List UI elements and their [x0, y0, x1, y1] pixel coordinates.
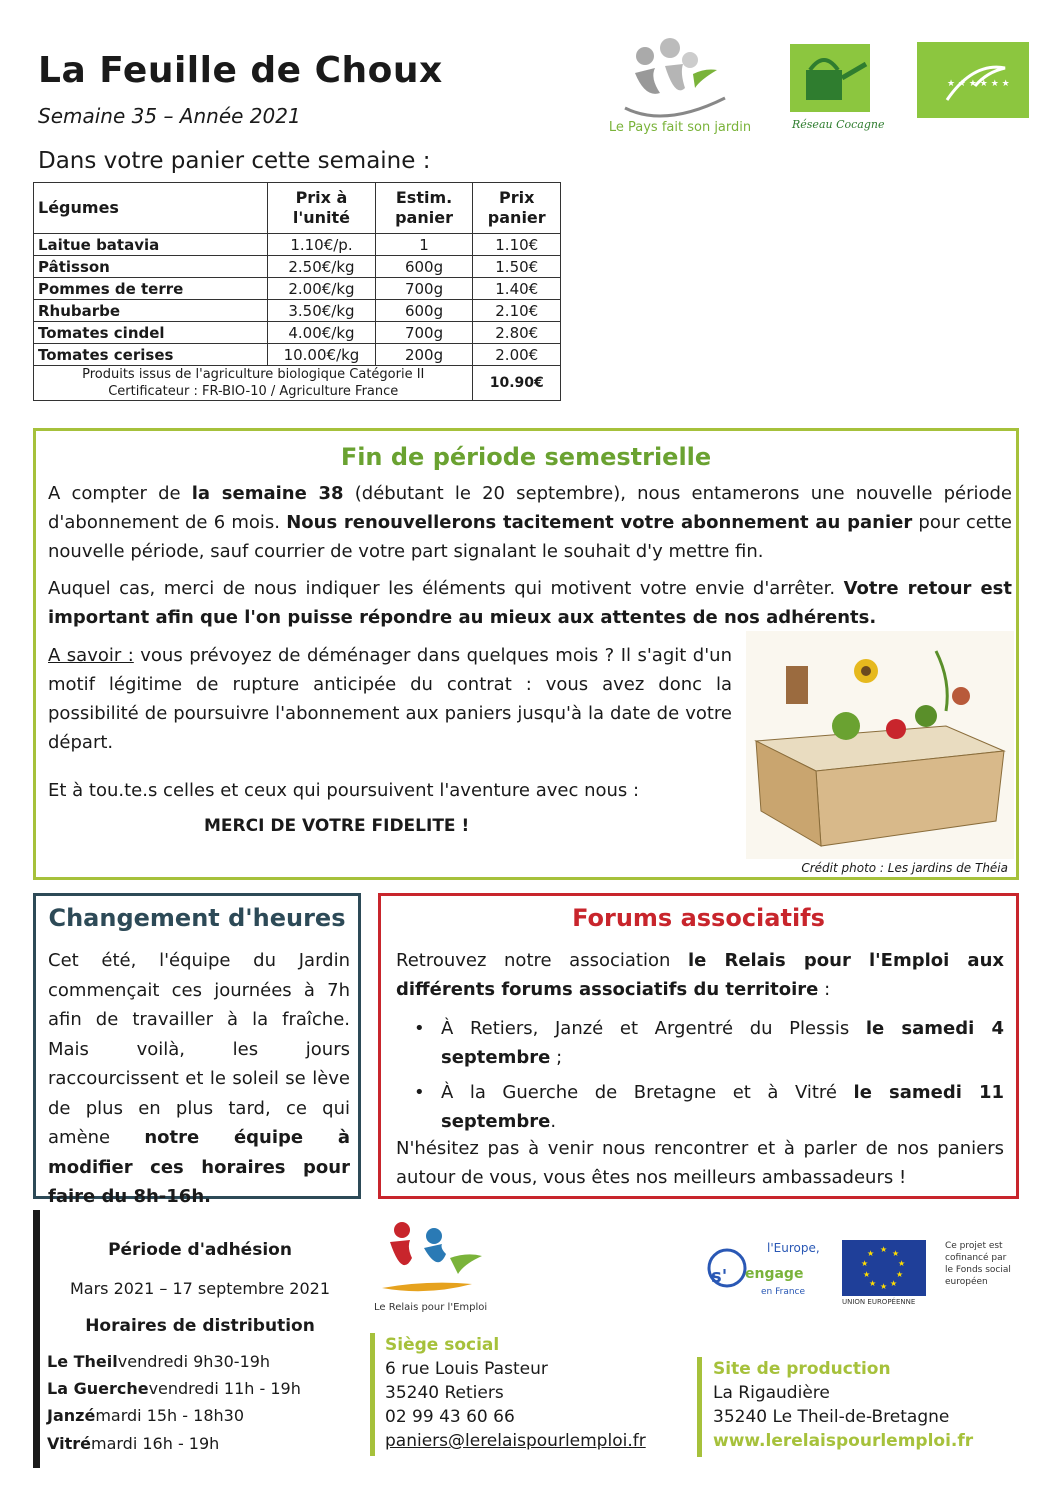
- table-row: [34, 322, 561, 344]
- text-span: À la Guerche de Bretagne et à Vitré: [441, 1082, 854, 1103]
- cell-estim: 600g: [375, 300, 473, 322]
- cell-unit: 3.50€/kg: [268, 300, 375, 322]
- eu-flag-icon: [842, 1240, 926, 1296]
- table-header-row: [34, 183, 561, 234]
- siege-street: 6 rue Louis Pasteur: [385, 1359, 548, 1379]
- fin-periode-box: [33, 428, 1019, 880]
- forums-associatifs-box: [378, 893, 1019, 1199]
- list-item: [396, 1078, 1004, 1136]
- svg-text:★: ★: [880, 1245, 888, 1254]
- a-savoir-label: A savoir :: [48, 645, 134, 666]
- forums-outro: N'hésitez pas à venir nous rencontrer et à parler de nos paniers autour de vous, vous êtes nos meilleurs ambassadeurs !: [396, 1138, 1004, 1188]
- cell-estim: 600g: [375, 256, 473, 278]
- cell-name: Laitue batavia: [34, 234, 268, 256]
- certification-note: [34, 366, 473, 401]
- cell-name: Pommes de terre: [34, 278, 268, 300]
- siege-phone: 02 99 43 60 66: [385, 1407, 515, 1427]
- merci-fidelite: MERCI DE VOTRE FIDELITE !: [204, 816, 470, 836]
- cell-estim: 200g: [375, 344, 473, 366]
- photo-credit: Crédit photo : Les jardins de Théia: [801, 861, 1008, 875]
- fin-paragraph-2: [48, 574, 1012, 632]
- svg-text:★ ★ ★ ★ ★ ★: ★ ★ ★ ★ ★ ★: [947, 79, 1010, 89]
- cell-name: Tomates cindel: [34, 322, 268, 344]
- text-span: Retrouvez notre association: [396, 950, 688, 971]
- text-span-bold: le Relais pour l'Emploi aux différents forums associatifs du territoire: [396, 950, 1004, 1000]
- bullet-icon: •: [414, 1082, 425, 1103]
- cell-price: 2.10€: [473, 300, 561, 322]
- forums-list: [396, 1014, 1004, 1142]
- svg-text:s': s': [711, 1266, 728, 1287]
- text-span: (débutant le 20 septembre), nous entamerons une nouvelle période d'abonnement de 6 mois.: [48, 483, 1012, 533]
- header-estim-panier: Estim. panier: [375, 183, 473, 234]
- cell-price: 1.10€: [473, 234, 561, 256]
- fin-paragraph-4: Et à tou.te.s celles et ceux qui poursuivent l'aventure avec nous :: [48, 780, 640, 801]
- page-title: La Feuille de Choux: [38, 50, 443, 91]
- basket-total: 10.90€: [473, 366, 561, 401]
- text-span: À Retiers, Janzé et Argentré du Plessis: [441, 1018, 866, 1039]
- schedule-place: Le Theil: [47, 1352, 118, 1371]
- fin-periode-title: Fin de période semestrielle: [340, 443, 712, 471]
- table-row: [34, 234, 561, 256]
- table-footer-row: [34, 366, 561, 401]
- text-span-bold: le samedi 4 septembre: [441, 1018, 1004, 1068]
- changement-heures-text: [48, 946, 350, 1212]
- cell-unit: 2.50€/kg: [268, 256, 375, 278]
- relais-pour-emploi-logo: [372, 1218, 487, 1323]
- note-line-2: Certificateur : FR-BIO-10 / Agriculture France: [108, 384, 399, 399]
- svg-text:★: ★: [898, 1259, 906, 1268]
- text-span-bold: Votre retour est important afin que l'on puisse répondre au mieux aux attentes de nos adhérents.: [48, 578, 1012, 628]
- production-city: 35240 Le Theil-de-Bretagne: [713, 1407, 950, 1427]
- text-span: .: [550, 1111, 557, 1132]
- svg-text:★: ★: [892, 1249, 900, 1258]
- cell-name: Tomates cerises: [34, 344, 268, 366]
- header-legumes: Légumes: [34, 183, 268, 234]
- siege-divider: [370, 1333, 375, 1456]
- basket-heading: Dans votre panier cette semaine :: [38, 148, 431, 174]
- adhesion-title: Période d'adhésion: [108, 1240, 292, 1260]
- cell-estim: 700g: [375, 278, 473, 300]
- siege-city: 35240 Retiers: [385, 1383, 504, 1403]
- europe-s-engage-logo: [705, 1238, 825, 1300]
- pays-logo-caption: Le Pays fait son jardin: [608, 120, 752, 135]
- cell-unit: 2.00€/kg: [268, 278, 375, 300]
- svg-text:★: ★: [861, 1259, 869, 1268]
- schedule-place: Vitré: [47, 1434, 91, 1453]
- cell-unit: 10.00€/kg: [268, 344, 375, 366]
- page-subtitle: Semaine 35 – Année 2021: [38, 104, 301, 128]
- text-span-bold: la semaine 38: [191, 483, 344, 504]
- text-span: vous prévoyez de déménager dans quelques mois ? Il s'agit d'un motif légitime de rupture anticipée du contrat : vous avez donc la possibilité de poursuivre l'abonnement aux paniers jusqu'à la date de votre départ.: [48, 645, 732, 753]
- eu-union-label: UNION EUROPÉENNE: [842, 1298, 916, 1306]
- website-link[interactable]: www.lerelaispourlemploi.fr: [713, 1431, 974, 1451]
- changement-heures-box: [33, 893, 361, 1207]
- schedule-row: [47, 1379, 301, 1398]
- adhesion-divider: [33, 1210, 40, 1468]
- svg-text:engage: engage: [745, 1266, 804, 1282]
- svg-text:★: ★: [863, 1270, 871, 1279]
- eu-organic-leaf-logo: [917, 42, 1029, 118]
- garden-crate-illustration: [746, 631, 1014, 859]
- forums-title: Forums associatifs: [572, 904, 825, 932]
- text-span: ;: [550, 1047, 563, 1068]
- svg-text:★: ★: [890, 1279, 898, 1288]
- cell-price: 1.40€: [473, 278, 561, 300]
- schedule-row: [47, 1352, 270, 1371]
- text-span-bold: Nous renouvellerons tacitement votre abonnement au panier: [286, 512, 913, 533]
- relais-logo-caption: Le Relais pour l'Emploi: [374, 1302, 488, 1313]
- header-prix-panier: Prix panier: [473, 183, 561, 234]
- schedule-place: La Guerche: [47, 1379, 149, 1398]
- production-block: [713, 1357, 973, 1453]
- table-row: [34, 344, 561, 366]
- fin-paragraph-1: [48, 479, 1012, 566]
- cell-name: Pâtisson: [34, 256, 268, 278]
- list-item: [396, 1014, 1004, 1072]
- cell-unit: 1.10€/p.: [268, 234, 375, 256]
- cell-price: 1.50€: [473, 256, 561, 278]
- header-prix-unite: Prix à l'unité: [268, 183, 375, 234]
- svg-text:★: ★: [896, 1270, 904, 1279]
- svg-text:★: ★: [867, 1249, 875, 1258]
- cocagne-caption: Réseau Cocagne: [792, 118, 885, 131]
- table-row: [34, 300, 561, 322]
- note-line-1: Produits issus de l'agriculture biologique Catégorie II: [82, 367, 425, 382]
- adhesion-dates: Mars 2021 – 17 septembre 2021: [69, 1279, 330, 1298]
- text-span: pour cette nouvelle période, sauf courrier de votre part signalant le souhait d'y mettre fin.: [48, 512, 1013, 562]
- siege-email-link[interactable]: paniers@lerelaispourlemploi.fr: [385, 1431, 646, 1451]
- fse-note: Ce projet est cofinancé par le Fonds social européen: [945, 1241, 1011, 1287]
- text-span-bold: le samedi 11 septembre: [441, 1082, 1005, 1132]
- schedule-time: vendredi 11h - 19h: [148, 1379, 301, 1398]
- siege-social-block: [385, 1333, 646, 1453]
- text-span-bold: notre équipe à modifier ces horaires pour faire du 8h-16h.: [48, 1127, 350, 1207]
- fin-paragraph-3: [48, 641, 732, 757]
- pays-fait-son-jardin-logo: [605, 38, 755, 143]
- svg-text:l'Europe,: l'Europe,: [767, 1241, 820, 1255]
- schedule-row: [47, 1406, 244, 1425]
- vegetables-table: [33, 182, 561, 401]
- cell-price: 2.80€: [473, 322, 561, 344]
- schedule-time: vendredi 9h30-19h: [117, 1352, 271, 1371]
- text-span: A compter de: [48, 483, 192, 504]
- text-span: Cet été, l'équipe du Jardin commençait ces journées à 7h afin de travailler à la fraîche. Mais voilà, les jours raccourcissent et le soleil se lève de plus en plus tard, ce qui amène: [48, 950, 350, 1148]
- cell-unit: 4.00€/kg: [268, 322, 375, 344]
- changement-heures-title: Changement d'heures: [48, 904, 346, 932]
- svg-text:en France: en France: [761, 1287, 806, 1297]
- svg-text:★: ★: [880, 1282, 888, 1291]
- cell-name: Rhubarbe: [34, 300, 268, 322]
- text-span: Auquel cas, merci de nous indiquer les éléments qui motivent votre envie d'arrêter.: [48, 578, 844, 599]
- forums-intro: [396, 946, 1004, 1004]
- cell-estim: 1: [375, 234, 473, 256]
- cell-estim: 700g: [375, 322, 473, 344]
- schedule-place: Janzé: [47, 1406, 96, 1425]
- table-row: [34, 256, 561, 278]
- svg-text:★: ★: [869, 1279, 877, 1288]
- schedule-row: [47, 1434, 219, 1453]
- bullet-icon: •: [414, 1018, 425, 1039]
- table-row: [34, 278, 561, 300]
- reseau-cocagne-logo: [788, 42, 888, 132]
- cell-price: 2.00€: [473, 344, 561, 366]
- schedule-time: mardi 15h - 18h30: [95, 1406, 244, 1425]
- schedule-time: mardi 16h - 19h: [90, 1434, 220, 1453]
- text-span: :: [818, 979, 831, 1000]
- production-place: La Rigaudière: [713, 1383, 830, 1403]
- siege-title: Siège social: [385, 1335, 500, 1355]
- distribution-title: Horaires de distribution: [85, 1316, 315, 1336]
- production-divider: [697, 1357, 702, 1457]
- production-title: Site de production: [713, 1359, 891, 1379]
